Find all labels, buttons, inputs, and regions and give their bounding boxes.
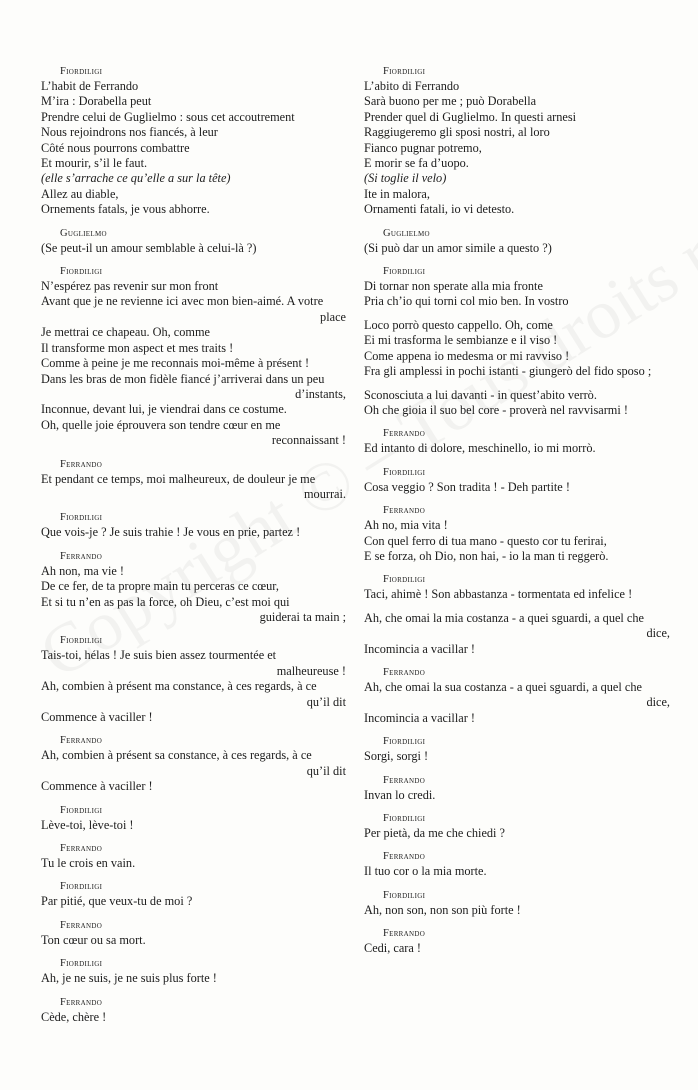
speech-block bbox=[364, 572, 670, 657]
verse-line: guiderai ta main ; bbox=[259, 609, 346, 624]
verse-line: Comme à peine je me reconnais moi-même à présent ! bbox=[41, 356, 310, 371]
verse-line: Incomincia a vacillar ! bbox=[364, 710, 475, 725]
verse-line: Commence à vaciller ! bbox=[41, 710, 153, 724]
verse-line: (Se peut-il un amour semblable à celui-là ?) bbox=[41, 240, 257, 255]
speaker-name: Guglielmo bbox=[383, 227, 430, 239]
speaker-name: Ferrando bbox=[383, 428, 426, 440]
speech-block bbox=[364, 888, 670, 918]
speaker-name: Fiordiligi bbox=[60, 66, 103, 77]
verse-line: Ah no, mia vita ! bbox=[364, 518, 448, 533]
verse-line: De ce fer, de ta propre main tu perceras ce cœur, bbox=[41, 579, 279, 594]
verse-line: Tais-toi, hélas ! Je suis bien assez tourmentée et bbox=[41, 648, 277, 663]
stage-direction: (Si toglie il velo) bbox=[364, 171, 447, 186]
speaker-name: Ferrando bbox=[60, 735, 103, 747]
speech-block bbox=[41, 918, 346, 948]
speech-block bbox=[364, 465, 670, 495]
speaker-name: Ferrando bbox=[60, 919, 103, 931]
speaker-name: Ferrando bbox=[383, 666, 426, 678]
verse-line: Nous rejoindrons nos fiancés, à leur bbox=[41, 125, 218, 140]
speech-block bbox=[41, 841, 346, 871]
verse-line: Ornamenti fatali, io vi detesto. bbox=[364, 202, 515, 217]
speech-block bbox=[41, 264, 346, 448]
speaker-name: Ferrando bbox=[383, 505, 426, 517]
verse-line: Come appena io medesma or mi ravviso ! bbox=[364, 348, 570, 363]
speech-block bbox=[41, 803, 346, 833]
speaker-name: Fiordiligi bbox=[383, 574, 426, 586]
speaker-name: Fiordiligi bbox=[60, 804, 103, 816]
speech-block bbox=[41, 549, 346, 626]
verse-line: Oh, quelle joie éprouvera son tendre cœur en me bbox=[41, 417, 281, 432]
speech-block bbox=[41, 510, 346, 540]
verse-line: Loco porrò questo cappello. Oh, come bbox=[364, 317, 553, 332]
speech-block bbox=[364, 926, 670, 956]
verse-line: E se forza, oh Dio, non hai, - io la man ti reggerò. bbox=[364, 548, 609, 563]
speech-block bbox=[41, 457, 346, 503]
verse-line: Ah, combien à présent ma constance, à ces regards, à ce bbox=[41, 679, 317, 694]
verse-line: Sarà buono per me ; può Dorabella bbox=[364, 94, 537, 109]
speaker-name: Ferrando bbox=[60, 996, 103, 1008]
speech-block bbox=[364, 734, 670, 764]
verse-line: Inconnue, devant lui, je viendrai dans ce costume. bbox=[41, 402, 287, 417]
verse-line: Dans les bras de mon fidèle fiancé j’arriverai dans un peu bbox=[41, 371, 325, 386]
speech-block bbox=[364, 426, 670, 456]
speaker-name: Fiordiligi bbox=[60, 266, 103, 278]
verse-line: qu’il dit bbox=[306, 694, 346, 709]
verse-line: Ite in malora, bbox=[364, 186, 430, 201]
verse-line: Fianco pugnar potremo, bbox=[364, 140, 482, 155]
verse-line: Incomincia a vacillar ! bbox=[364, 641, 475, 656]
speech-block bbox=[41, 226, 346, 256]
speech-block bbox=[41, 956, 346, 986]
verse-line: dice, bbox=[646, 626, 670, 641]
speech-block bbox=[364, 264, 670, 418]
verse-line: Et mourir, s’il le faut. bbox=[41, 156, 148, 171]
verse-line: Je mettrai ce chapeau. Oh, comme bbox=[41, 325, 211, 340]
speech-block bbox=[41, 733, 346, 794]
verse-line: Invan lo credi. bbox=[364, 787, 436, 802]
speech-block bbox=[364, 64, 670, 218]
speech-block bbox=[41, 64, 346, 218]
verse-line: Ah, che omai la mia costanza - a quei sguardi, a quel che bbox=[364, 610, 644, 625]
verse-line: Fra gli amplessi in pochi istanti - giungerò del fido sposo ; bbox=[364, 364, 652, 379]
line-gap bbox=[364, 603, 670, 611]
verse-line: Cedi, cara ! bbox=[364, 941, 422, 956]
verse-line: Ah, combien à présent sa constance, à ces regards, à ce bbox=[41, 748, 312, 763]
speaker-name: Fiordiligi bbox=[383, 736, 426, 748]
verse-line: place bbox=[320, 309, 346, 324]
speaker-name: Fiordiligi bbox=[60, 635, 103, 647]
italian-column bbox=[364, 64, 670, 965]
speaker-name: Fiordiligi bbox=[383, 466, 426, 478]
verse-line: Per pietà, da me che chiedi ? bbox=[364, 826, 506, 840]
verse-line: Oh che gioia il suo bel core - proverà nel ravvisarmi ! bbox=[364, 402, 628, 417]
speaker-name: Ferrando bbox=[60, 458, 103, 470]
speaker-name: Fiordiligi bbox=[60, 512, 103, 524]
verse-line: Ton cœur ou sa mort. bbox=[41, 932, 146, 947]
verse-line: dice, bbox=[646, 695, 670, 710]
verse-line: Cosa veggio ? Son tradita ! - Deh partite ! bbox=[364, 479, 570, 494]
verse-line: Ornements fatals, je vous abhorre. bbox=[41, 202, 210, 217]
verse-line: Que vois-je ? Je suis trahie ! Je vous en prie, partez ! bbox=[41, 525, 301, 540]
verse-line: Côté nous pourrons combattre bbox=[41, 140, 190, 155]
verse-line: qu’il dit bbox=[306, 763, 346, 778]
verse-line: malheureuse ! bbox=[276, 663, 346, 678]
speaker-name: Ferrando bbox=[383, 851, 426, 863]
speech-block bbox=[41, 633, 346, 725]
speech-block bbox=[364, 226, 670, 256]
verse-line: L’habit de Ferrando bbox=[41, 79, 139, 93]
speaker-name: Ferrando bbox=[383, 928, 426, 940]
verse-line: Ed intanto di dolore, meschinello, io mi morrò. bbox=[364, 441, 596, 456]
speech-block bbox=[364, 503, 670, 564]
speaker-name: Fiordiligi bbox=[383, 66, 426, 77]
speaker-name: Guglielmo bbox=[60, 227, 107, 239]
verse-line: Ah non, ma vie ! bbox=[41, 563, 124, 578]
verse-line: N’espérez pas revenir sur mon front bbox=[41, 279, 219, 294]
speaker-name: Ferrando bbox=[60, 550, 103, 562]
speech-block bbox=[364, 849, 670, 879]
speaker-name: Ferrando bbox=[383, 774, 426, 786]
speech-block bbox=[364, 811, 670, 841]
speech-block bbox=[41, 995, 346, 1025]
speaker-name: Fiordiligi bbox=[383, 266, 426, 278]
verse-line: Il tuo cor o la mia morte. bbox=[364, 864, 487, 879]
verse-line: Il transforme mon aspect et mes traits ! bbox=[41, 340, 234, 355]
verse-line: Prendre celui de Guglielmo : sous cet accoutrement bbox=[41, 109, 295, 124]
verse-line: Sconosciuta a lui davanti - in quest’abito verrò. bbox=[364, 387, 597, 402]
stage-direction: (elle s’arrache ce qu’elle a sur la tête) bbox=[41, 171, 231, 186]
verse-line: Di tornar non sperate alla mia fronte bbox=[364, 279, 543, 294]
verse-line: Avant que je ne revienne ici avec mon bien-aimé. A votre bbox=[41, 294, 324, 309]
french-column bbox=[41, 64, 346, 1033]
verse-line: Et pendant ce temps, moi malheureux, de douleur je me bbox=[41, 471, 316, 486]
verse-line: L’abito di Ferrando bbox=[364, 79, 460, 93]
verse-line: Et si tu n’en as pas la force, oh Dieu, c’est moi qui bbox=[41, 594, 290, 609]
verse-line: Allez au diable, bbox=[41, 186, 119, 201]
speech-block bbox=[364, 665, 670, 726]
line-gap bbox=[364, 380, 670, 388]
verse-line: Lève-toi, lève-toi ! bbox=[41, 817, 134, 832]
speaker-name: Fiordiligi bbox=[60, 958, 103, 970]
verse-line: M’ira : Dorabella peut bbox=[41, 94, 152, 109]
verse-line: Ah, non son, non son più forte ! bbox=[364, 902, 521, 917]
verse-line: Cède, chère ! bbox=[41, 1009, 107, 1024]
verse-line: Ah, che omai la sua costanza - a quei sguardi, a quel che bbox=[364, 679, 642, 694]
speaker-name: Fiordiligi bbox=[60, 881, 103, 893]
verse-line: Commence à vaciller ! bbox=[41, 779, 153, 794]
speaker-name: Fiordiligi bbox=[383, 889, 426, 901]
verse-line: Par pitié, que veux-tu de moi ? bbox=[41, 894, 193, 909]
verse-line: Con quel ferro di tua mano - questo cor tu ferirai, bbox=[364, 533, 607, 548]
verse-line: Tu le crois en vain. bbox=[41, 856, 136, 871]
verse-line: mourrai. bbox=[303, 486, 346, 501]
verse-line: Prender quel di Guglielmo. In questi arnesi bbox=[364, 109, 577, 124]
speaker-name: Ferrando bbox=[60, 843, 103, 855]
verse-line: E morir se fa d’uopo. bbox=[364, 156, 469, 171]
speaker-name: Fiordiligi bbox=[383, 813, 426, 824]
verse-line: (Si può dar un amor simile a questo ?) bbox=[364, 240, 552, 255]
speech-block bbox=[364, 773, 670, 803]
line-gap bbox=[364, 310, 670, 318]
verse-line: Taci, ahimè ! Son abbastanza - tormentata ed infelice ! bbox=[364, 587, 633, 602]
verse-line: reconnaissant ! bbox=[271, 433, 346, 448]
speech-block bbox=[41, 879, 346, 909]
verse-line: Ei mi trasforma le sembianze e il viso ! bbox=[364, 333, 558, 348]
verse-line: d’instants, bbox=[295, 386, 346, 401]
verse-line: Ah, je ne suis, je ne suis plus forte ! bbox=[41, 971, 217, 986]
verse-line: Raggiugeremo gli sposi nostri, al loro bbox=[364, 125, 550, 140]
verse-line: Pria ch’io qui torni col mio ben. In vostro bbox=[364, 294, 569, 309]
verse-line: Sorgi, sorgi ! bbox=[364, 749, 429, 764]
